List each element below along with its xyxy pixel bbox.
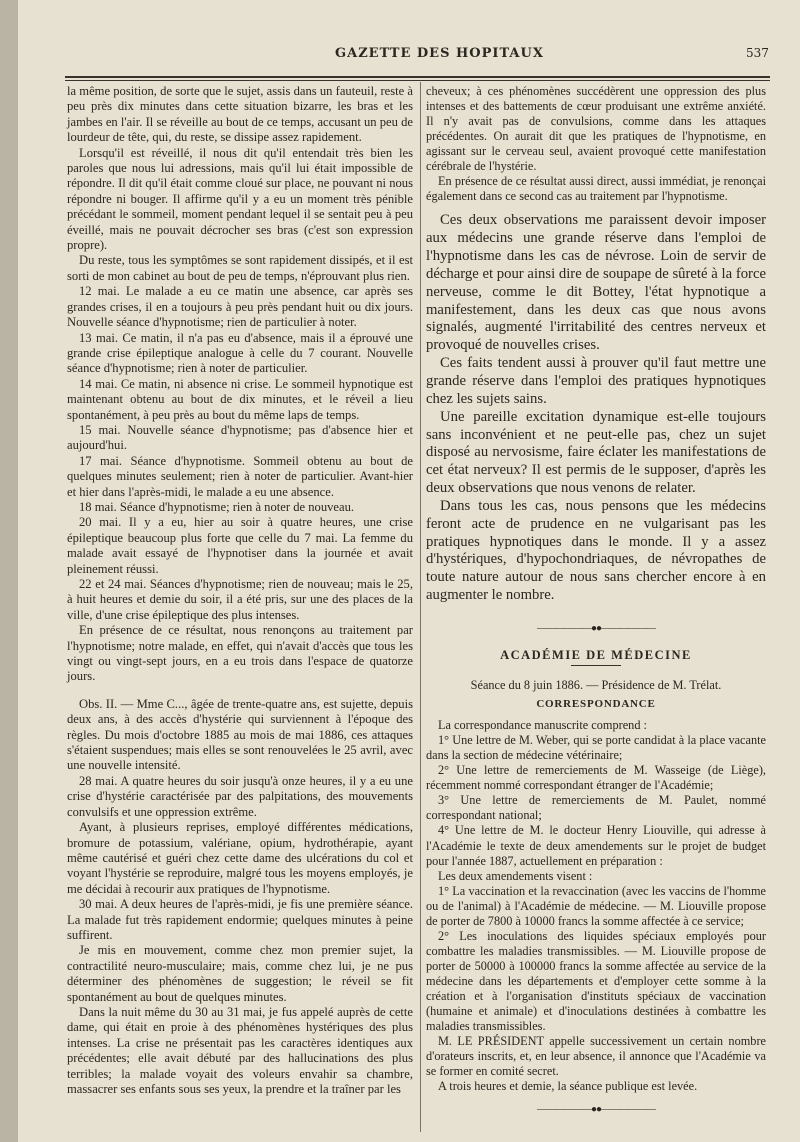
column-divider	[420, 82, 421, 1132]
paragraph: Dans tous les cas, nous pensons que les médecins feront acte de prudence en ne vulgarisant pas les pratiques hypnotiques dans le monde. Il y a assez d'hystériques, d'hypochondriaques, de névropathes de toute nature autour de nous sans chercher encore à en augmenter le nombre.	[426, 497, 766, 604]
paragraph: Ayant, à plusieurs reprises, employé différentes médications, bromure de potassium, valériane, opium, hydrothérapie, ayant même cautérisé et guéri chez cette dame des ulcérations du col et voyant l'hystérie se reproduire, malgré tous les moyens employés, je me décidai à recourir aux pratiques de l'hypnotisme.	[67, 820, 413, 896]
paragraph: 22 et 24 mai. Séances d'hypnotisme; rien de nouveau; mais le 25, à huit heures et demie du soir, il a été pris, sur une des places de la ville, d'une crise épileptique des plus intenses.	[67, 577, 413, 622]
paragraph: 13 mai. Ce matin, il n'a pas eu d'absence, mais il a éprouvé une grande crise épileptique analogue à celle du 7 courant. Nouvelle séance d'hypnotisme; rien à noter de particulier.	[67, 330, 413, 376]
page-number: 537	[746, 46, 769, 60]
paragraph: Je mis en mouvement, comme chez mon premier sujet, la contractilité neuro-musculaire; mais, comme chez lui, je ne pus déterminer des phénomènes de suggestion; le réveil se fit spontanément au bout de quelques minutes.	[67, 943, 413, 1004]
paragraph: 20 mai. Il y a eu, hier au soir à quatre heures, une crise épileptique beaucoup plus forte que celle du 7 mai. La femme du malade avait essayé de l'hypnotiser dans la journée et avait pleinement réussi.	[67, 515, 413, 576]
paragraph: 3° Une lettre de remerciements de M. Paulet, nommé correspondant national;	[426, 793, 766, 823]
journal-title: GAZETTE DES HOPITAUX	[335, 46, 544, 61]
academy-title: ACADÉMIE DE MÉDECINE	[500, 647, 692, 662]
paragraph: 1° Une lettre de M. Weber, qui se porte candidat à la place vacante dans la section de médecine vétérinaire;	[426, 733, 766, 763]
paragraph: 28 mai. A quatre heures du soir jusqu'à onze heures, il y a eu une crise d'hystérie caractérisée par des palpitations, des mouvements convulsifs et une oppression extrême.	[67, 773, 413, 819]
paragraph: M. LE PRÉSIDENT appelle successivement un certain nombre d'orateurs inscrits, et, en leur absence, il annonce que l'Académie va se former en comité secret.	[426, 1034, 766, 1079]
header-rule-thin	[65, 80, 770, 81]
paragraph: Une pareille excitation dynamique est-elle toujours sans inconvénient et ne peut-elle pas, chez un sujet disposé au nervosisme, faire éclater les manifestations de cet état nerveux? Il est permis de le supposer, d'après les deux observations que nous venons de relater.	[426, 408, 766, 497]
header-rule	[65, 76, 770, 78]
left-column	[67, 84, 413, 1097]
paragraph: En présence de ce résultat aussi direct, aussi immédiat, je renonçai également dans ce second cas au traitement par l'hypnotisme.	[426, 174, 766, 204]
page-edge	[0, 0, 18, 1142]
paragraph: Ces deux observations me paraissent devoir imposer aux médecins une grande réserve dans l'emploi de l'hypnotisme dans les cas de névrose. Loin de servir de décharge et pour ainsi dire de soupape de sûreté à la force nerveuse, comme le dit Bottey, l'état hypnotique a manifestement, dans les deux cas que nous avons signalés, augmenté l'irritabilité des centres nerveux et provoqué de nouvelles crises.	[426, 212, 766, 354]
paragraph: La correspondance manuscrite comprend :	[438, 718, 647, 733]
paragraph: 30 mai. A deux heures de l'après-midi, je fis une première séance. La malade fut très rapidement endormie; quelques minutes à peine suffirent.	[67, 897, 413, 942]
paragraph: 12 mai. Le malade a eu ce matin une absence, car après ses grandes crises, il en a toujours à peu près pendant huit ou dix jours. Nouvelle séance d'hypnotisme; rien de particulier à noter.	[67, 284, 413, 330]
paragraph: A trois heures et demie, la séance publique est levée.	[438, 1079, 698, 1094]
paragraph: Du reste, tous les symptômes se sont rapidement dissipés, et il est sorti de mon cabinet au bout de peu de temps, n'éprouvant plus rien.	[67, 253, 413, 283]
paragraph: 14 mai. Ce matin, ni absence ni crise. Le sommeil hypnotique est maintenant obtenu au bout de dix minutes, et le réveil a lieu spontanément, à peu près au bout du même laps de temps.	[67, 376, 413, 422]
paragraph: Ces faits tendent aussi à prouver qu'il faut mettre une grande réserve dans l'emploi des pratiques hypnotiques chez les sujets sains.	[426, 355, 766, 407]
right-column	[426, 84, 766, 1129]
paragraph: Dans la nuit même du 30 au 31 mai, je fus appelé auprès de cette dame, qui était en proie à des phénomènes hystériques des plus intenses. La crise ne présentait pas les caractères identiques aux précédentes; elle avait débuté par des hallucinations des plus terribles; la malade voyait des voleurs envahir sa chambre, massacrer ses enfants sous ses yeux, la prendre et la traîner par les	[67, 1004, 413, 1096]
paragraph: 2° Une lettre de remerciements de M. Wasseige (de Liège), récemment nommé correspondant étranger de l'Académie;	[426, 763, 766, 793]
paragraph: 4° Une lettre de M. le docteur Henry Liouville, qui adresse à l'Académie le texte de deux amendements sur le projet de budget pour l'année 1887, actuellement en préparation :	[426, 823, 766, 868]
conclusion-block	[426, 212, 766, 605]
paragraph: la même position, de sorte que le sujet, assis dans un fauteuil, reste à peu près dix minutes dans cette situation bizarre, les bras et les jambes en l'air. Il se réveille au bout de ce temps, accusant un peu de lourdeur de tête, qui, du reste, se dissipe assez rapidement.	[67, 84, 413, 145]
end-ornament: ——————●●——————	[536, 1104, 656, 1116]
correspondence-title: CORRESPONDANCE	[536, 698, 656, 711]
paragraph: 2° Les inoculations des liquides spéciaux employés pour combattre les maladies transmissibles. — M. Liouville propose de porter de 50000 à 100000 francs la somme affectée au service de la médecine dans les départements et d'employer cette somme à la création et à l'organisation d'instituts spéciaux de vaccination (humaine et animale) et d'inoculations destinées à combattre les maladies transmissibles.	[426, 928, 766, 1034]
session-line: Séance du 8 juin 1886. — Présidence de M. Trélat.	[470, 678, 722, 693]
paragraph: 15 mai. Nouvelle séance d'hypnotisme; pas d'absence hier et aujourd'hui.	[67, 422, 413, 453]
paragraph: 17 mai. Séance d'hypnotisme. Sommeil obtenu au bout de quelques minutes seulement; rien à noter de particulier. Avant-hier et hier dans l'après-midi, le malade a eu une absence.	[67, 453, 413, 499]
paragraph: Lorsqu'il est réveillé, il nous dit qu'il entendait très bien les paroles que nous lui adressions, mais qu'il lui était impossible de répondre. Il dit qu'il était comme cloué sur place, ne pouvant ni nous répondre ni bouger. Il affirme qu'il y a eu un moment très pénible précédant le sommeil, moment pendant lequel il se sentait peu à peu éveillé, mais ne pouvait décrocher ses bras (c'est son expression propre).	[67, 145, 413, 253]
paragraph: 1° La vaccination et la revaccination (avec les vaccins de l'homme ou de l'animal) à l'Académie de médecine. — M. Liouville propose de porter de 7800 à 10000 francs la somme affectée à ce service;	[426, 883, 766, 928]
paragraph: Les deux amendements visent :	[438, 868, 593, 883]
paragraph: En présence de ce résultat, nous renonçons au traitement par l'hypnotisme; notre malade, en effet, qui n'avait d'accès que tous les vingt ou vingt-sept jours, en a eu trois dans l'espace de quatorze jours.	[67, 623, 413, 684]
observation-heading-paragraph: Obs. II. — Mme C..., âgée de trente-quatre ans, est sujette, depuis deux ans, à des accès d'hystérie qui surviennent à l'époque des règles. Du mois d'octobre 1885 au mois de mai 1886, ces attaques s'étaient suspendues; mais elles se sont renouvelées le 25 avril, avec une nouvelle intensité.	[67, 696, 413, 773]
paragraph: 18 mai. Séance d'hypnotisme; rien à noter de nouveau.	[79, 499, 355, 514]
title-rule	[571, 665, 621, 666]
section-ornament: ——————●●——————	[536, 622, 656, 634]
paragraph: cheveux; à ces phénomènes succédèrent une oppression des plus intenses et des battements de cœur produisant une extrême anxiété. Il n'y avait pas de convulsions, comme dans les attaques précédentes. On aurait dit que les pratiques de l'hypnotisme, en agissant sur le cerveau seul, avaient provoqué cette manifestation cérébrale de l'hystérie.	[426, 84, 766, 174]
